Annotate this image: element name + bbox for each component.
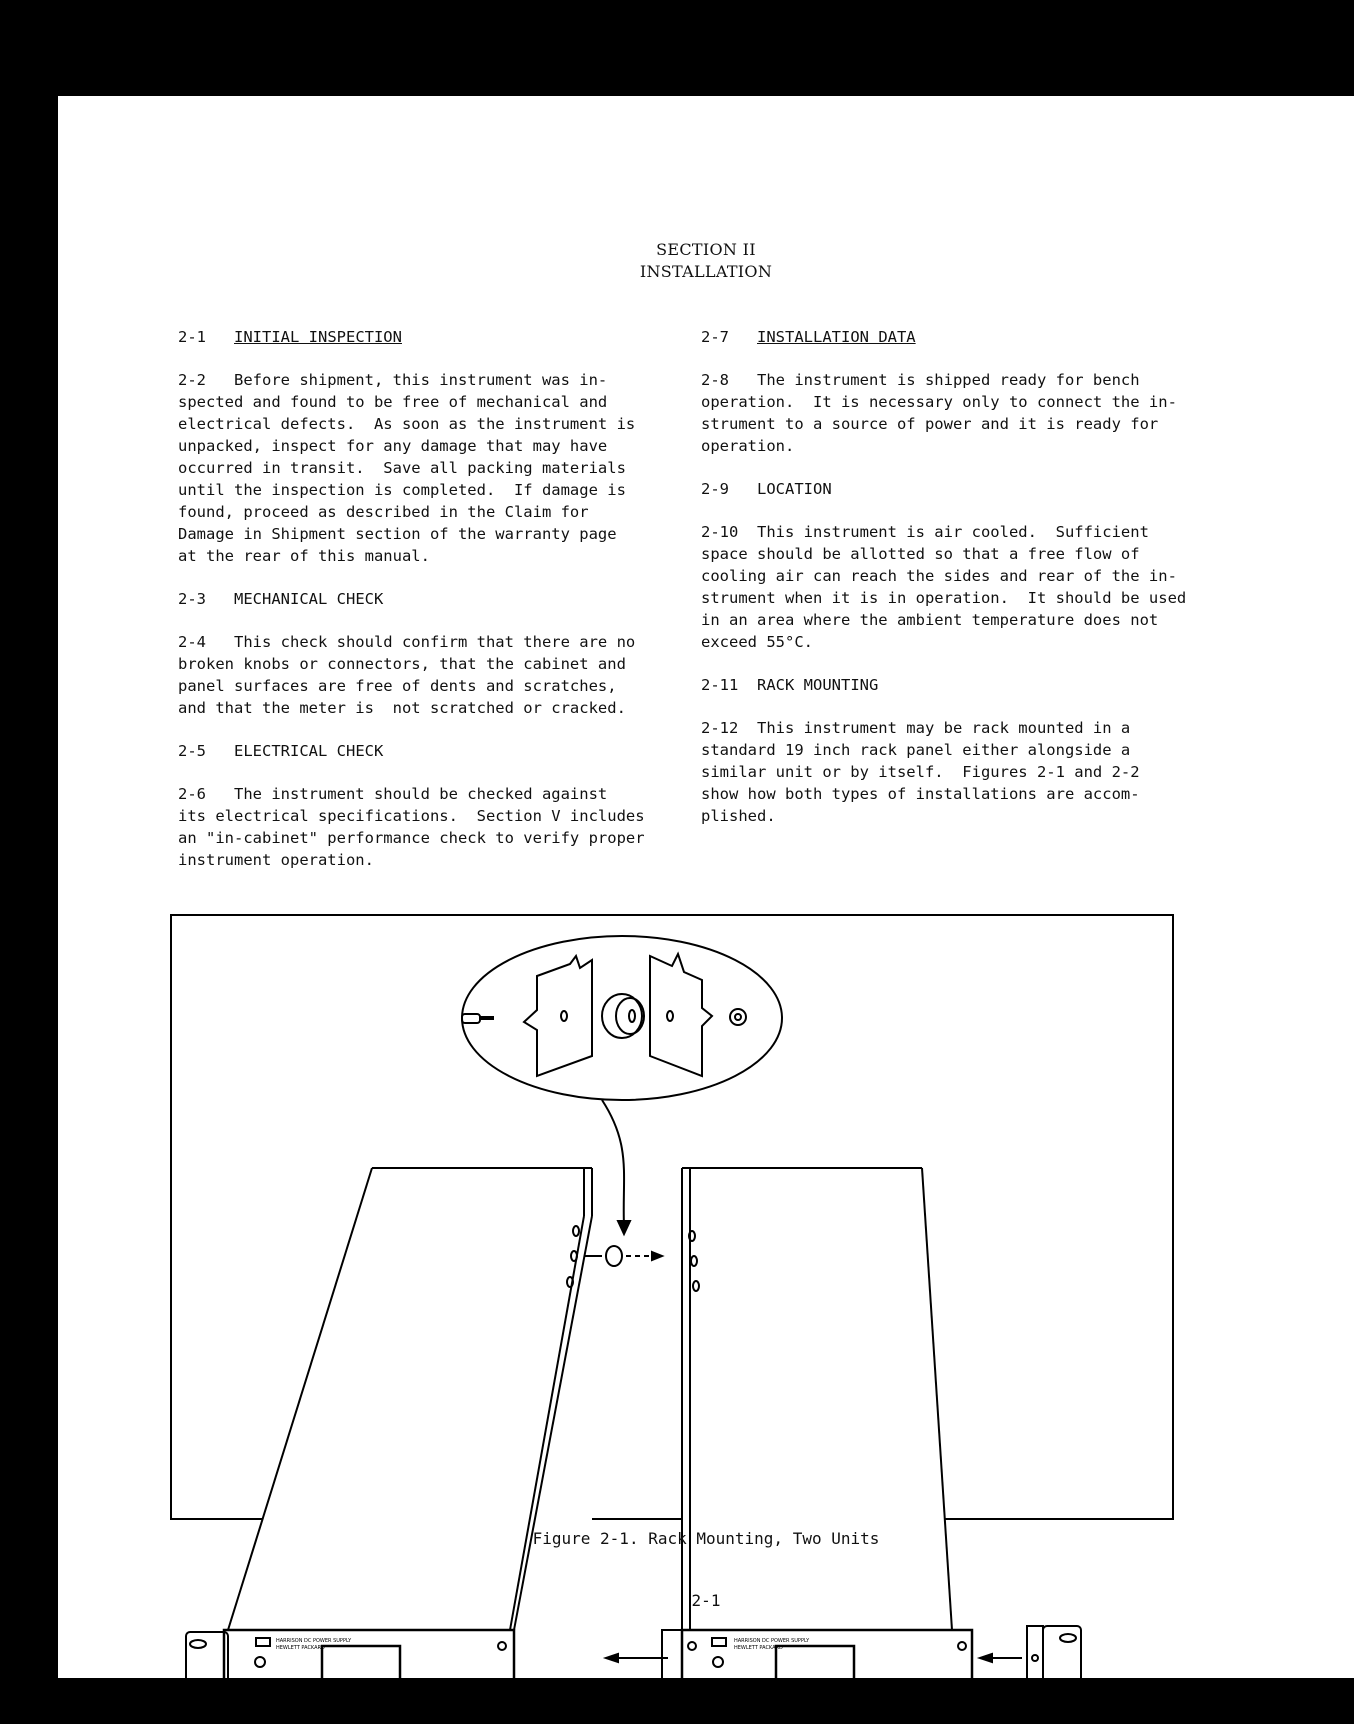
panel-label-minus-unit-1: — — [380, 1699, 386, 1706]
text-line: unpacked, inspect for any damage that may have — [178, 437, 608, 455]
screw-icon — [462, 1014, 494, 1023]
heading-title: INITIAL INSPECTION — [234, 328, 402, 346]
panel-label-plus-unit-1: + — [330, 1699, 336, 1706]
panel-label-meter-unit-2: METER — [716, 1694, 734, 1700]
nut-icon — [730, 1009, 746, 1025]
panel-label-meter-unit-1: METER — [258, 1694, 276, 1700]
text-line: 2-12 This instrument may be rack mounted in a — [701, 719, 1131, 737]
text-line: 2-6 The instrument should be checked against — [178, 785, 608, 803]
page-number: 2-1 — [691, 1591, 721, 1610]
text-line: plished. — [701, 807, 776, 825]
left-panel-plate — [524, 956, 592, 1076]
panel-label-off-unit-2: OFF — [694, 1708, 704, 1714]
panel-label-volts-amps-unit-1: VOLTS AMPS — [248, 1700, 280, 1706]
text-line: in an area where the ambient temperature does not — [701, 611, 1159, 629]
heading-title: LOCATION — [757, 480, 832, 498]
heading-number: 2-11 — [701, 676, 739, 694]
spacer-connection — [584, 1246, 662, 1266]
figure-caption: Figure 2-1. Rack Mounting, Two Units — [532, 1529, 880, 1548]
panel-label-current-unit-2: CURRENT — [738, 1694, 763, 1700]
section-heading-2-5 — [178, 740, 645, 762]
text-line: 2-4 This check should confirm that there are no — [178, 633, 636, 651]
text-line: and that the meter is not scratched or cracked. — [178, 699, 626, 717]
panel-label-volts-amps-unit-2: VOLTS AMPS — [706, 1700, 738, 1706]
text-line: similar unit or by itself. Figures 2-1 and 2-2 — [701, 763, 1140, 781]
text-line: Damage in Shipment section of the warranty page — [178, 525, 617, 543]
text-line: cooling air can reach the sides and rear of the in- — [701, 567, 1177, 585]
panel-label-brand1-unit-2: HARRISON DC POWER SUPPLY — [734, 1638, 810, 1644]
callout-arrow — [602, 1100, 624, 1226]
section-heading-2-7 — [701, 326, 1186, 348]
text-line: 2-8 The instrument is shipped ready for bench — [701, 371, 1140, 389]
panel-label-minus-unit-2: — — [838, 1699, 844, 1706]
text-line: panel surfaces are free of dents and scratches, — [178, 677, 617, 695]
paragraph-2-2 — [178, 369, 645, 567]
panel-label-gnd-unit-1: GND — [352, 1700, 364, 1706]
paragraph-2-8 — [701, 369, 1186, 457]
heading-number: 2-3 — [178, 590, 206, 608]
right-power-supply-unit — [662, 1168, 972, 1724]
detail-callout-ellipse — [462, 936, 782, 1100]
spacer-icon — [602, 994, 644, 1038]
text-line: 2-10 This instrument is air cooled. Sufficient — [701, 523, 1149, 541]
section-heading-2-3 — [178, 588, 645, 610]
text-line: show how both types of installations are accom- — [701, 785, 1140, 803]
text-line: electrical defects. As soon as the instrument is — [178, 415, 636, 433]
text-line: broken knobs or connectors, that the cabinet and — [178, 655, 626, 673]
section-heading-2-9 — [701, 478, 1186, 500]
text-line: exceed 55°C. — [701, 633, 813, 651]
panel-label-coarse-unit-2: COARSE — [885, 1699, 906, 1705]
heading-title: INSTALLATION DATA — [757, 328, 916, 346]
right-column — [701, 326, 1186, 848]
text-line: strument when it is in operation. It should be used — [701, 589, 1187, 607]
text-line: operation. It is necessary only to connect the in- — [701, 393, 1177, 411]
panel-label-voltage-unit-1: VOLTAGE — [434, 1693, 457, 1699]
panel-label-brand2-unit-1: HEWLETT PACKARD — [276, 1645, 325, 1651]
text-line: its electrical specifications. Section V includes — [178, 807, 645, 825]
text-line: operation. — [701, 437, 795, 455]
mounting-arrows — [606, 1654, 1022, 1724]
rack-ear-bracket — [1027, 1626, 1081, 1724]
text-line: found, proceed as described in the Claim for — [178, 503, 589, 521]
text-line: 2-2 Before shipment, this instrument was in- — [178, 371, 608, 389]
panel-label-fine-unit-2: FINE — [915, 1699, 927, 1705]
panel-label-current-unit-1: CURRENT — [280, 1694, 305, 1700]
panel-label-off-unit-1: OFF — [236, 1708, 246, 1714]
text-line: strument to a source of power and it is ready for — [701, 415, 1159, 433]
text-line: an "in-cabinet" performance check to verify proper — [178, 829, 645, 847]
paragraph-2-10 — [701, 521, 1186, 653]
left-column — [178, 326, 645, 892]
section-heading-2-11 — [701, 674, 1186, 696]
panel-label-brand1-unit-1: HARRISON DC POWER SUPPLY — [276, 1638, 352, 1644]
left-power-supply-unit — [186, 1168, 592, 1724]
panel-label-coarse-unit-1: COARSE — [427, 1699, 448, 1705]
text-line: instrument operation. — [178, 851, 374, 869]
heading-number: 2-7 — [701, 328, 729, 346]
section-title: INSTALLATION — [639, 262, 773, 281]
heading-number: 2-1 — [178, 328, 206, 346]
text-line: spected and found to be free of mechanical and — [178, 393, 608, 411]
heading-number: 2-9 — [701, 480, 729, 498]
text-line: space should be allotted so that a free flow of — [701, 545, 1140, 563]
heading-title: ELECTRICAL CHECK — [234, 742, 384, 760]
text-line: standard 19 inch rack panel either alongside a — [701, 741, 1131, 759]
panel-label-plus-unit-2: + — [788, 1699, 794, 1706]
section-number: SECTION II — [656, 240, 756, 259]
right-panel-plate — [650, 954, 712, 1076]
paragraph-2-12 — [701, 717, 1186, 827]
manual-page — [58, 96, 1354, 1714]
panel-label-voltage-unit-2: VOLTAGE — [892, 1693, 915, 1699]
panel-label-brand2-unit-2: HEWLETT PACKARD — [734, 1645, 783, 1651]
heading-title: MECHANICAL CHECK — [234, 590, 384, 608]
section-heading-2-1 — [178, 326, 645, 348]
text-line: occurred in transit. Save all packing materials — [178, 459, 626, 477]
paragraph-2-6 — [178, 783, 645, 871]
heading-number: 2-5 — [178, 742, 206, 760]
panel-label-fine-unit-1: FINE — [457, 1699, 469, 1705]
text-line: until the inspection is completed. If damage is — [178, 481, 626, 499]
text-line: at the rear of this manual. — [178, 547, 430, 565]
heading-title: RACK MOUNTING — [757, 676, 879, 694]
panel-label-gnd-unit-2: GND — [810, 1700, 822, 1706]
paragraph-2-4 — [178, 631, 645, 719]
